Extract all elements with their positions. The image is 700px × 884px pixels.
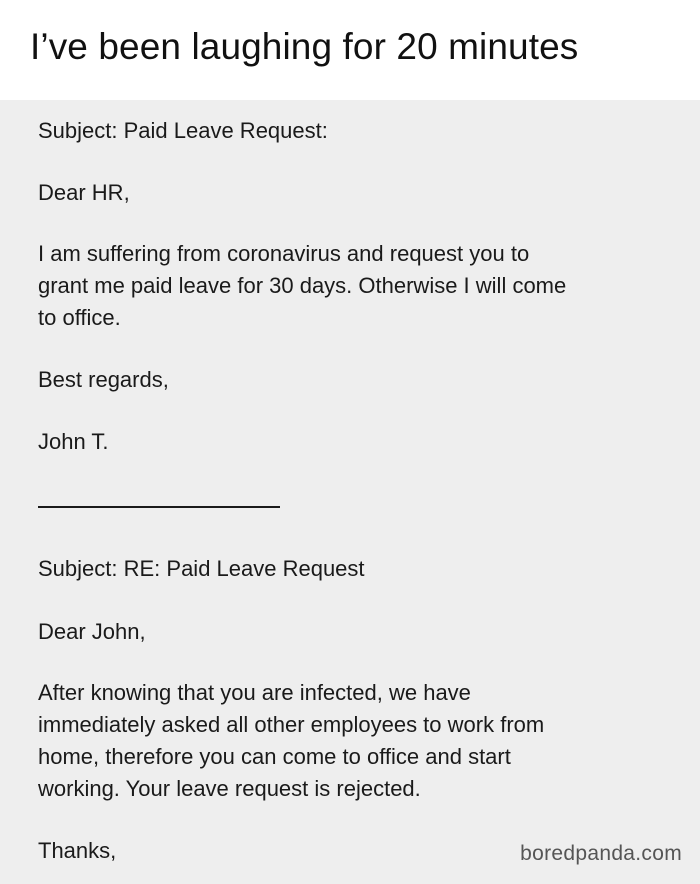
email1-closing: Best regards, (38, 367, 169, 392)
email1-body-line: I am suffering from coronavirus and request you to (38, 241, 530, 266)
watermark: boredpanda.com (520, 842, 682, 865)
email1-greeting: Dear HR, (38, 180, 130, 205)
email2-body-line: working. Your leave request is rejected. (38, 776, 421, 801)
email-document (0, 100, 700, 884)
email1-body-line: grant me paid leave for 30 days. Otherwise I will come (38, 273, 567, 298)
email2-closing: Thanks, (38, 838, 117, 863)
email2-body-line: After knowing that you are infected, we have (38, 680, 471, 705)
email2-subject: Subject: RE: Paid Leave Request (38, 556, 365, 581)
email1-subject: Subject: Paid Leave Request: (38, 118, 328, 143)
email-divider (38, 506, 280, 508)
meme-caption: I’ve been laughing for 20 minutes (30, 26, 579, 67)
email1-signature: John T. (38, 429, 109, 454)
email2-body-line: immediately asked all other employees to work from (38, 712, 545, 737)
email2-greeting: Dear John, (38, 619, 146, 644)
email2-body-line: home, therefore you can come to office and start (38, 744, 511, 769)
email1-body-line: to office. (38, 305, 121, 330)
